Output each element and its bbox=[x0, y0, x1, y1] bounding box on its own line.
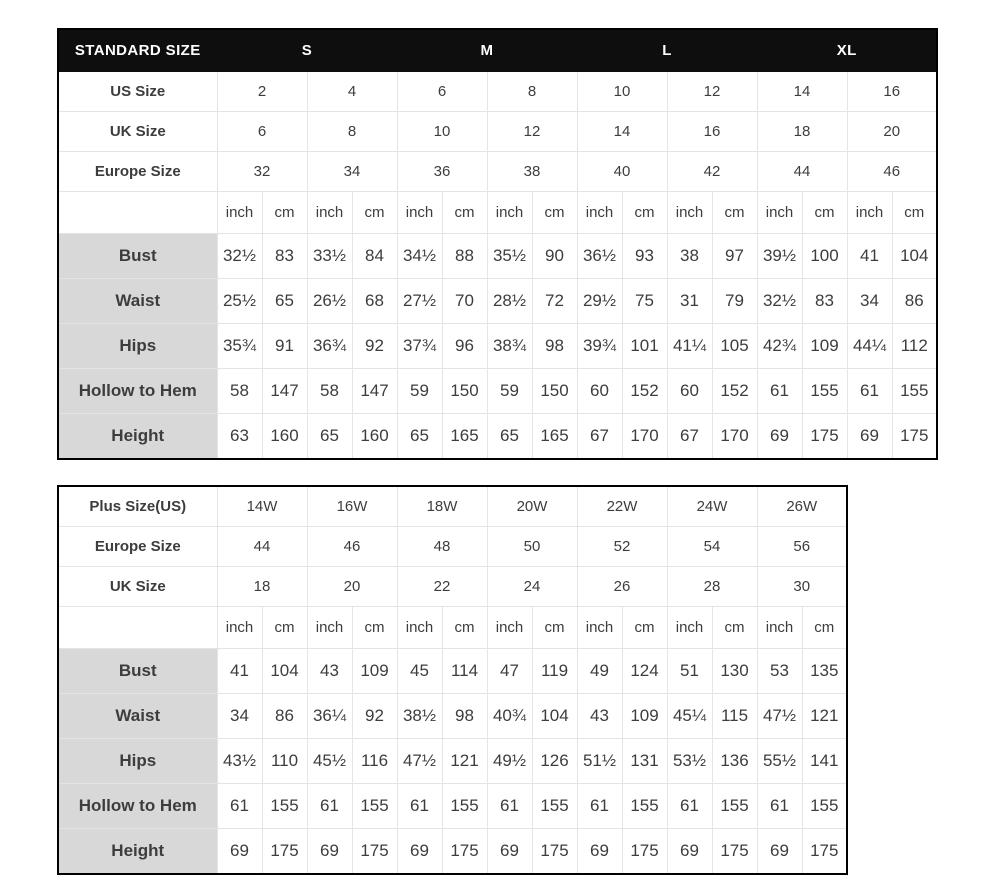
measurement-inch-cell: 39½ bbox=[757, 234, 802, 279]
measurement-inch-cell: 40¾ bbox=[487, 694, 532, 739]
measurement-cm-cell: 170 bbox=[712, 414, 757, 460]
measurement-cm-cell: 152 bbox=[622, 369, 667, 414]
measurement-cm-cell: 160 bbox=[262, 414, 307, 460]
measurement-row bbox=[58, 829, 847, 875]
measurement-cm-cell: 68 bbox=[352, 279, 397, 324]
unit-cell: inch bbox=[307, 607, 352, 649]
measurement-inch-cell: 34 bbox=[217, 694, 262, 739]
row-label: Europe Size bbox=[58, 152, 217, 192]
size-value-cell: 30 bbox=[757, 567, 847, 607]
measurement-inch-cell: 58 bbox=[307, 369, 352, 414]
measurement-cm-cell: 114 bbox=[442, 649, 487, 694]
size-value-cell: 26W bbox=[757, 486, 847, 527]
measurement-cm-cell: 101 bbox=[622, 324, 667, 369]
size-row bbox=[58, 72, 937, 112]
size-value-cell: 20W bbox=[487, 486, 577, 527]
measurement-inch-cell: 49 bbox=[577, 649, 622, 694]
measurement-inch-cell: 33½ bbox=[307, 234, 352, 279]
size-value-cell: 16W bbox=[307, 486, 397, 527]
measurement-inch-cell: 69 bbox=[667, 829, 712, 875]
row-label-empty bbox=[58, 607, 217, 649]
size-value-cell: 18 bbox=[217, 567, 307, 607]
size-group-label: L bbox=[577, 29, 757, 72]
size-row bbox=[58, 112, 937, 152]
measurement-inch-cell: 69 bbox=[397, 829, 442, 875]
measurement-cm-cell: 109 bbox=[802, 324, 847, 369]
size-value-cell: 14 bbox=[757, 72, 847, 112]
size-value-cell: 44 bbox=[757, 152, 847, 192]
size-value-cell: 10 bbox=[397, 112, 487, 152]
unit-cell: cm bbox=[352, 607, 397, 649]
unit-cell: cm bbox=[442, 607, 487, 649]
measurement-cm-cell: 147 bbox=[262, 369, 307, 414]
measurement-cm-cell: 175 bbox=[532, 829, 577, 875]
measurement-cm-cell: 96 bbox=[442, 324, 487, 369]
size-row bbox=[58, 486, 847, 527]
measurement-row-label: Hollow to Hem bbox=[58, 369, 217, 414]
measurement-inch-cell: 38¾ bbox=[487, 324, 532, 369]
measurement-row-label: Hollow to Hem bbox=[58, 784, 217, 829]
size-row bbox=[58, 152, 937, 192]
measurement-inch-cell: 43 bbox=[307, 649, 352, 694]
measurement-cm-cell: 155 bbox=[622, 784, 667, 829]
measurement-inch-cell: 59 bbox=[397, 369, 442, 414]
unit-cell: cm bbox=[352, 192, 397, 234]
measurement-cm-cell: 110 bbox=[262, 739, 307, 784]
size-value-cell: 50 bbox=[487, 527, 577, 567]
measurement-cm-cell: 135 bbox=[802, 649, 847, 694]
measurement-inch-cell: 65 bbox=[397, 414, 442, 460]
measurement-inch-cell: 41 bbox=[217, 649, 262, 694]
measurement-cm-cell: 98 bbox=[532, 324, 577, 369]
unit-cell: cm bbox=[712, 607, 757, 649]
measurement-inch-cell: 61 bbox=[757, 784, 802, 829]
measurement-cm-cell: 155 bbox=[352, 784, 397, 829]
measurement-row-label: Waist bbox=[58, 279, 217, 324]
size-value-cell: 12 bbox=[487, 112, 577, 152]
unit-cell: inch bbox=[487, 607, 532, 649]
measurement-inch-cell: 38 bbox=[667, 234, 712, 279]
measurement-row-label: Height bbox=[58, 829, 217, 875]
size-value-cell: 14W bbox=[217, 486, 307, 527]
measurement-inch-cell: 36½ bbox=[577, 234, 622, 279]
measurement-inch-cell: 29½ bbox=[577, 279, 622, 324]
unit-cell: cm bbox=[622, 192, 667, 234]
measurement-cm-cell: 75 bbox=[622, 279, 667, 324]
measurement-inch-cell: 69 bbox=[757, 829, 802, 875]
measurement-inch-cell: 47 bbox=[487, 649, 532, 694]
size-value-cell: 22 bbox=[397, 567, 487, 607]
measurement-row bbox=[58, 324, 937, 369]
measurement-inch-cell: 51½ bbox=[577, 739, 622, 784]
measurement-inch-cell: 61 bbox=[217, 784, 262, 829]
measurement-inch-cell: 55½ bbox=[757, 739, 802, 784]
measurement-row bbox=[58, 279, 937, 324]
measurement-cm-cell: 116 bbox=[352, 739, 397, 784]
size-value-cell: 4 bbox=[307, 72, 397, 112]
measurement-inch-cell: 65 bbox=[307, 414, 352, 460]
measurement-row-label: Height bbox=[58, 414, 217, 460]
measurement-inch-cell: 38½ bbox=[397, 694, 442, 739]
measurement-inch-cell: 35½ bbox=[487, 234, 532, 279]
measurement-inch-cell: 58 bbox=[217, 369, 262, 414]
measurement-inch-cell: 43 bbox=[577, 694, 622, 739]
size-group-label: S bbox=[217, 29, 397, 72]
unit-row bbox=[58, 607, 847, 649]
unit-cell: cm bbox=[532, 607, 577, 649]
unit-cell: inch bbox=[757, 192, 802, 234]
measurement-inch-cell: 61 bbox=[307, 784, 352, 829]
measurement-row-label: Waist bbox=[58, 694, 217, 739]
measurement-row-label: Bust bbox=[58, 234, 217, 279]
measurement-row bbox=[58, 739, 847, 784]
measurement-inch-cell: 53 bbox=[757, 649, 802, 694]
standard-size-table bbox=[57, 28, 938, 460]
measurement-cm-cell: 126 bbox=[532, 739, 577, 784]
size-group-label: M bbox=[397, 29, 577, 72]
size-value-cell: 8 bbox=[307, 112, 397, 152]
measurement-inch-cell: 37¾ bbox=[397, 324, 442, 369]
unit-cell: cm bbox=[802, 607, 847, 649]
measurement-inch-cell: 49½ bbox=[487, 739, 532, 784]
measurement-cm-cell: 155 bbox=[802, 784, 847, 829]
measurement-inch-cell: 32½ bbox=[217, 234, 262, 279]
size-value-cell: 56 bbox=[757, 527, 847, 567]
size-value-cell: 18W bbox=[397, 486, 487, 527]
measurement-inch-cell: 59 bbox=[487, 369, 532, 414]
measurement-cm-cell: 175 bbox=[802, 829, 847, 875]
unit-cell: cm bbox=[532, 192, 577, 234]
measurement-cm-cell: 105 bbox=[712, 324, 757, 369]
measurement-cm-cell: 83 bbox=[802, 279, 847, 324]
unit-cell: inch bbox=[217, 192, 262, 234]
measurement-cm-cell: 175 bbox=[802, 414, 847, 460]
measurement-inch-cell: 44¼ bbox=[847, 324, 892, 369]
measurement-inch-cell: 31 bbox=[667, 279, 712, 324]
measurement-cm-cell: 155 bbox=[712, 784, 757, 829]
measurement-cm-cell: 170 bbox=[622, 414, 667, 460]
measurement-inch-cell: 69 bbox=[307, 829, 352, 875]
measurement-inch-cell: 61 bbox=[577, 784, 622, 829]
measurement-inch-cell: 61 bbox=[667, 784, 712, 829]
measurement-inch-cell: 69 bbox=[217, 829, 262, 875]
measurement-inch-cell: 60 bbox=[577, 369, 622, 414]
row-label: UK Size bbox=[58, 112, 217, 152]
size-value-cell: 10 bbox=[577, 72, 667, 112]
measurement-cm-cell: 86 bbox=[892, 279, 937, 324]
measurement-inch-cell: 43½ bbox=[217, 739, 262, 784]
measurement-row-label: Hips bbox=[58, 739, 217, 784]
measurement-cm-cell: 165 bbox=[442, 414, 487, 460]
measurement-cm-cell: 141 bbox=[802, 739, 847, 784]
size-value-cell: 54 bbox=[667, 527, 757, 567]
size-value-cell: 24W bbox=[667, 486, 757, 527]
measurement-cm-cell: 155 bbox=[532, 784, 577, 829]
size-value-cell: 38 bbox=[487, 152, 577, 192]
size-value-cell: 36 bbox=[397, 152, 487, 192]
size-value-cell: 48 bbox=[397, 527, 487, 567]
measurement-inch-cell: 69 bbox=[487, 829, 532, 875]
unit-cell: inch bbox=[577, 192, 622, 234]
measurement-cm-cell: 175 bbox=[262, 829, 307, 875]
measurement-row bbox=[58, 649, 847, 694]
measurement-inch-cell: 26½ bbox=[307, 279, 352, 324]
size-value-cell: 16 bbox=[667, 112, 757, 152]
measurement-cm-cell: 175 bbox=[712, 829, 757, 875]
measurement-cm-cell: 155 bbox=[802, 369, 847, 414]
measurement-inch-cell: 51 bbox=[667, 649, 712, 694]
size-value-cell: 16 bbox=[847, 72, 937, 112]
measurement-cm-cell: 175 bbox=[622, 829, 667, 875]
measurement-cm-cell: 100 bbox=[802, 234, 847, 279]
measurement-cm-cell: 175 bbox=[352, 829, 397, 875]
unit-cell: cm bbox=[442, 192, 487, 234]
measurement-inch-cell: 45½ bbox=[307, 739, 352, 784]
measurement-inch-cell: 53½ bbox=[667, 739, 712, 784]
measurement-cm-cell: 131 bbox=[622, 739, 667, 784]
measurement-cm-cell: 97 bbox=[712, 234, 757, 279]
measurement-row-label: Hips bbox=[58, 324, 217, 369]
unit-cell: inch bbox=[667, 192, 712, 234]
size-value-cell: 28 bbox=[667, 567, 757, 607]
measurement-inch-cell: 61 bbox=[757, 369, 802, 414]
measurement-cm-cell: 79 bbox=[712, 279, 757, 324]
measurement-cm-cell: 88 bbox=[442, 234, 487, 279]
size-value-cell: 32 bbox=[217, 152, 307, 192]
size-value-cell: 40 bbox=[577, 152, 667, 192]
measurement-inch-cell: 36¼ bbox=[307, 694, 352, 739]
unit-cell: inch bbox=[217, 607, 262, 649]
measurement-cm-cell: 121 bbox=[802, 694, 847, 739]
measurement-inch-cell: 60 bbox=[667, 369, 712, 414]
measurement-cm-cell: 119 bbox=[532, 649, 577, 694]
measurement-inch-cell: 63 bbox=[217, 414, 262, 460]
measurement-cm-cell: 150 bbox=[442, 369, 487, 414]
size-value-cell: 46 bbox=[307, 527, 397, 567]
unit-cell: cm bbox=[262, 192, 307, 234]
measurement-inch-cell: 28½ bbox=[487, 279, 532, 324]
measurement-cm-cell: 98 bbox=[442, 694, 487, 739]
measurement-inch-cell: 27½ bbox=[397, 279, 442, 324]
unit-cell: cm bbox=[622, 607, 667, 649]
size-value-cell: 6 bbox=[217, 112, 307, 152]
measurement-cm-cell: 160 bbox=[352, 414, 397, 460]
row-label: UK Size bbox=[58, 567, 217, 607]
measurement-cm-cell: 165 bbox=[532, 414, 577, 460]
measurement-inch-cell: 69 bbox=[847, 414, 892, 460]
unit-cell: inch bbox=[847, 192, 892, 234]
measurement-inch-cell: 41¼ bbox=[667, 324, 712, 369]
measurement-cm-cell: 109 bbox=[622, 694, 667, 739]
measurement-row bbox=[58, 369, 937, 414]
measurement-cm-cell: 92 bbox=[352, 694, 397, 739]
measurement-inch-cell: 45¼ bbox=[667, 694, 712, 739]
table-title: STANDARD SIZE bbox=[58, 29, 217, 72]
size-value-cell: 22W bbox=[577, 486, 667, 527]
measurement-cm-cell: 175 bbox=[892, 414, 937, 460]
unit-cell: inch bbox=[397, 192, 442, 234]
measurement-cm-cell: 175 bbox=[442, 829, 487, 875]
measurement-cm-cell: 152 bbox=[712, 369, 757, 414]
measurement-inch-cell: 25½ bbox=[217, 279, 262, 324]
unit-row bbox=[58, 192, 937, 234]
row-label-empty bbox=[58, 192, 217, 234]
measurement-cm-cell: 155 bbox=[892, 369, 937, 414]
measurement-cm-cell: 92 bbox=[352, 324, 397, 369]
size-value-cell: 18 bbox=[757, 112, 847, 152]
measurement-cm-cell: 93 bbox=[622, 234, 667, 279]
measurement-cm-cell: 104 bbox=[892, 234, 937, 279]
measurement-inch-cell: 34 bbox=[847, 279, 892, 324]
unit-cell: inch bbox=[577, 607, 622, 649]
measurement-cm-cell: 90 bbox=[532, 234, 577, 279]
measurement-inch-cell: 35¾ bbox=[217, 324, 262, 369]
measurement-row bbox=[58, 694, 847, 739]
unit-cell: inch bbox=[307, 192, 352, 234]
measurement-inch-cell: 67 bbox=[577, 414, 622, 460]
unit-cell: inch bbox=[667, 607, 712, 649]
unit-cell: cm bbox=[712, 192, 757, 234]
measurement-inch-cell: 65 bbox=[487, 414, 532, 460]
measurement-inch-cell: 61 bbox=[397, 784, 442, 829]
measurement-inch-cell: 47½ bbox=[397, 739, 442, 784]
plus-size-table bbox=[57, 485, 848, 875]
measurement-cm-cell: 155 bbox=[262, 784, 307, 829]
measurement-cm-cell: 150 bbox=[532, 369, 577, 414]
unit-cell: inch bbox=[757, 607, 802, 649]
size-value-cell: 46 bbox=[847, 152, 937, 192]
measurement-inch-cell: 67 bbox=[667, 414, 712, 460]
measurement-inch-cell: 41 bbox=[847, 234, 892, 279]
measurement-cm-cell: 124 bbox=[622, 649, 667, 694]
measurement-cm-cell: 104 bbox=[262, 649, 307, 694]
measurement-inch-cell: 69 bbox=[577, 829, 622, 875]
size-value-cell: 44 bbox=[217, 527, 307, 567]
measurement-inch-cell: 69 bbox=[757, 414, 802, 460]
measurement-cm-cell: 121 bbox=[442, 739, 487, 784]
measurement-cm-cell: 115 bbox=[712, 694, 757, 739]
measurement-cm-cell: 86 bbox=[262, 694, 307, 739]
unit-cell: inch bbox=[487, 192, 532, 234]
size-row bbox=[58, 567, 847, 607]
measurement-cm-cell: 83 bbox=[262, 234, 307, 279]
measurement-inch-cell: 42¾ bbox=[757, 324, 802, 369]
measurement-row-label: Bust bbox=[58, 649, 217, 694]
unit-cell: cm bbox=[802, 192, 847, 234]
measurement-row bbox=[58, 234, 937, 279]
measurement-inch-cell: 36¾ bbox=[307, 324, 352, 369]
size-value-cell: 8 bbox=[487, 72, 577, 112]
measurement-inch-cell: 61 bbox=[847, 369, 892, 414]
measurement-inch-cell: 34½ bbox=[397, 234, 442, 279]
unit-cell: cm bbox=[892, 192, 937, 234]
row-label: Europe Size bbox=[58, 527, 217, 567]
table-header-row bbox=[58, 29, 937, 72]
size-value-cell: 52 bbox=[577, 527, 667, 567]
measurement-row bbox=[58, 784, 847, 829]
measurement-cm-cell: 72 bbox=[532, 279, 577, 324]
measurement-row bbox=[58, 414, 937, 460]
unit-cell: cm bbox=[262, 607, 307, 649]
size-value-cell: 34 bbox=[307, 152, 397, 192]
size-row bbox=[58, 527, 847, 567]
row-label: US Size bbox=[58, 72, 217, 112]
size-value-cell: 6 bbox=[397, 72, 487, 112]
size-group-label: XL bbox=[757, 29, 937, 72]
measurement-cm-cell: 155 bbox=[442, 784, 487, 829]
measurement-cm-cell: 91 bbox=[262, 324, 307, 369]
size-value-cell: 20 bbox=[307, 567, 397, 607]
measurement-cm-cell: 112 bbox=[892, 324, 937, 369]
size-value-cell: 24 bbox=[487, 567, 577, 607]
size-value-cell: 2 bbox=[217, 72, 307, 112]
size-value-cell: 26 bbox=[577, 567, 667, 607]
size-value-cell: 12 bbox=[667, 72, 757, 112]
size-value-cell: 42 bbox=[667, 152, 757, 192]
row-label: Plus Size(US) bbox=[58, 486, 217, 527]
measurement-inch-cell: 32½ bbox=[757, 279, 802, 324]
measurement-inch-cell: 39¾ bbox=[577, 324, 622, 369]
measurement-inch-cell: 47½ bbox=[757, 694, 802, 739]
measurement-cm-cell: 147 bbox=[352, 369, 397, 414]
measurement-inch-cell: 45 bbox=[397, 649, 442, 694]
size-value-cell: 20 bbox=[847, 112, 937, 152]
measurement-cm-cell: 136 bbox=[712, 739, 757, 784]
measurement-cm-cell: 109 bbox=[352, 649, 397, 694]
size-value-cell: 14 bbox=[577, 112, 667, 152]
measurement-cm-cell: 70 bbox=[442, 279, 487, 324]
measurement-inch-cell: 61 bbox=[487, 784, 532, 829]
measurement-cm-cell: 84 bbox=[352, 234, 397, 279]
measurement-cm-cell: 65 bbox=[262, 279, 307, 324]
measurement-cm-cell: 104 bbox=[532, 694, 577, 739]
measurement-cm-cell: 130 bbox=[712, 649, 757, 694]
unit-cell: inch bbox=[397, 607, 442, 649]
